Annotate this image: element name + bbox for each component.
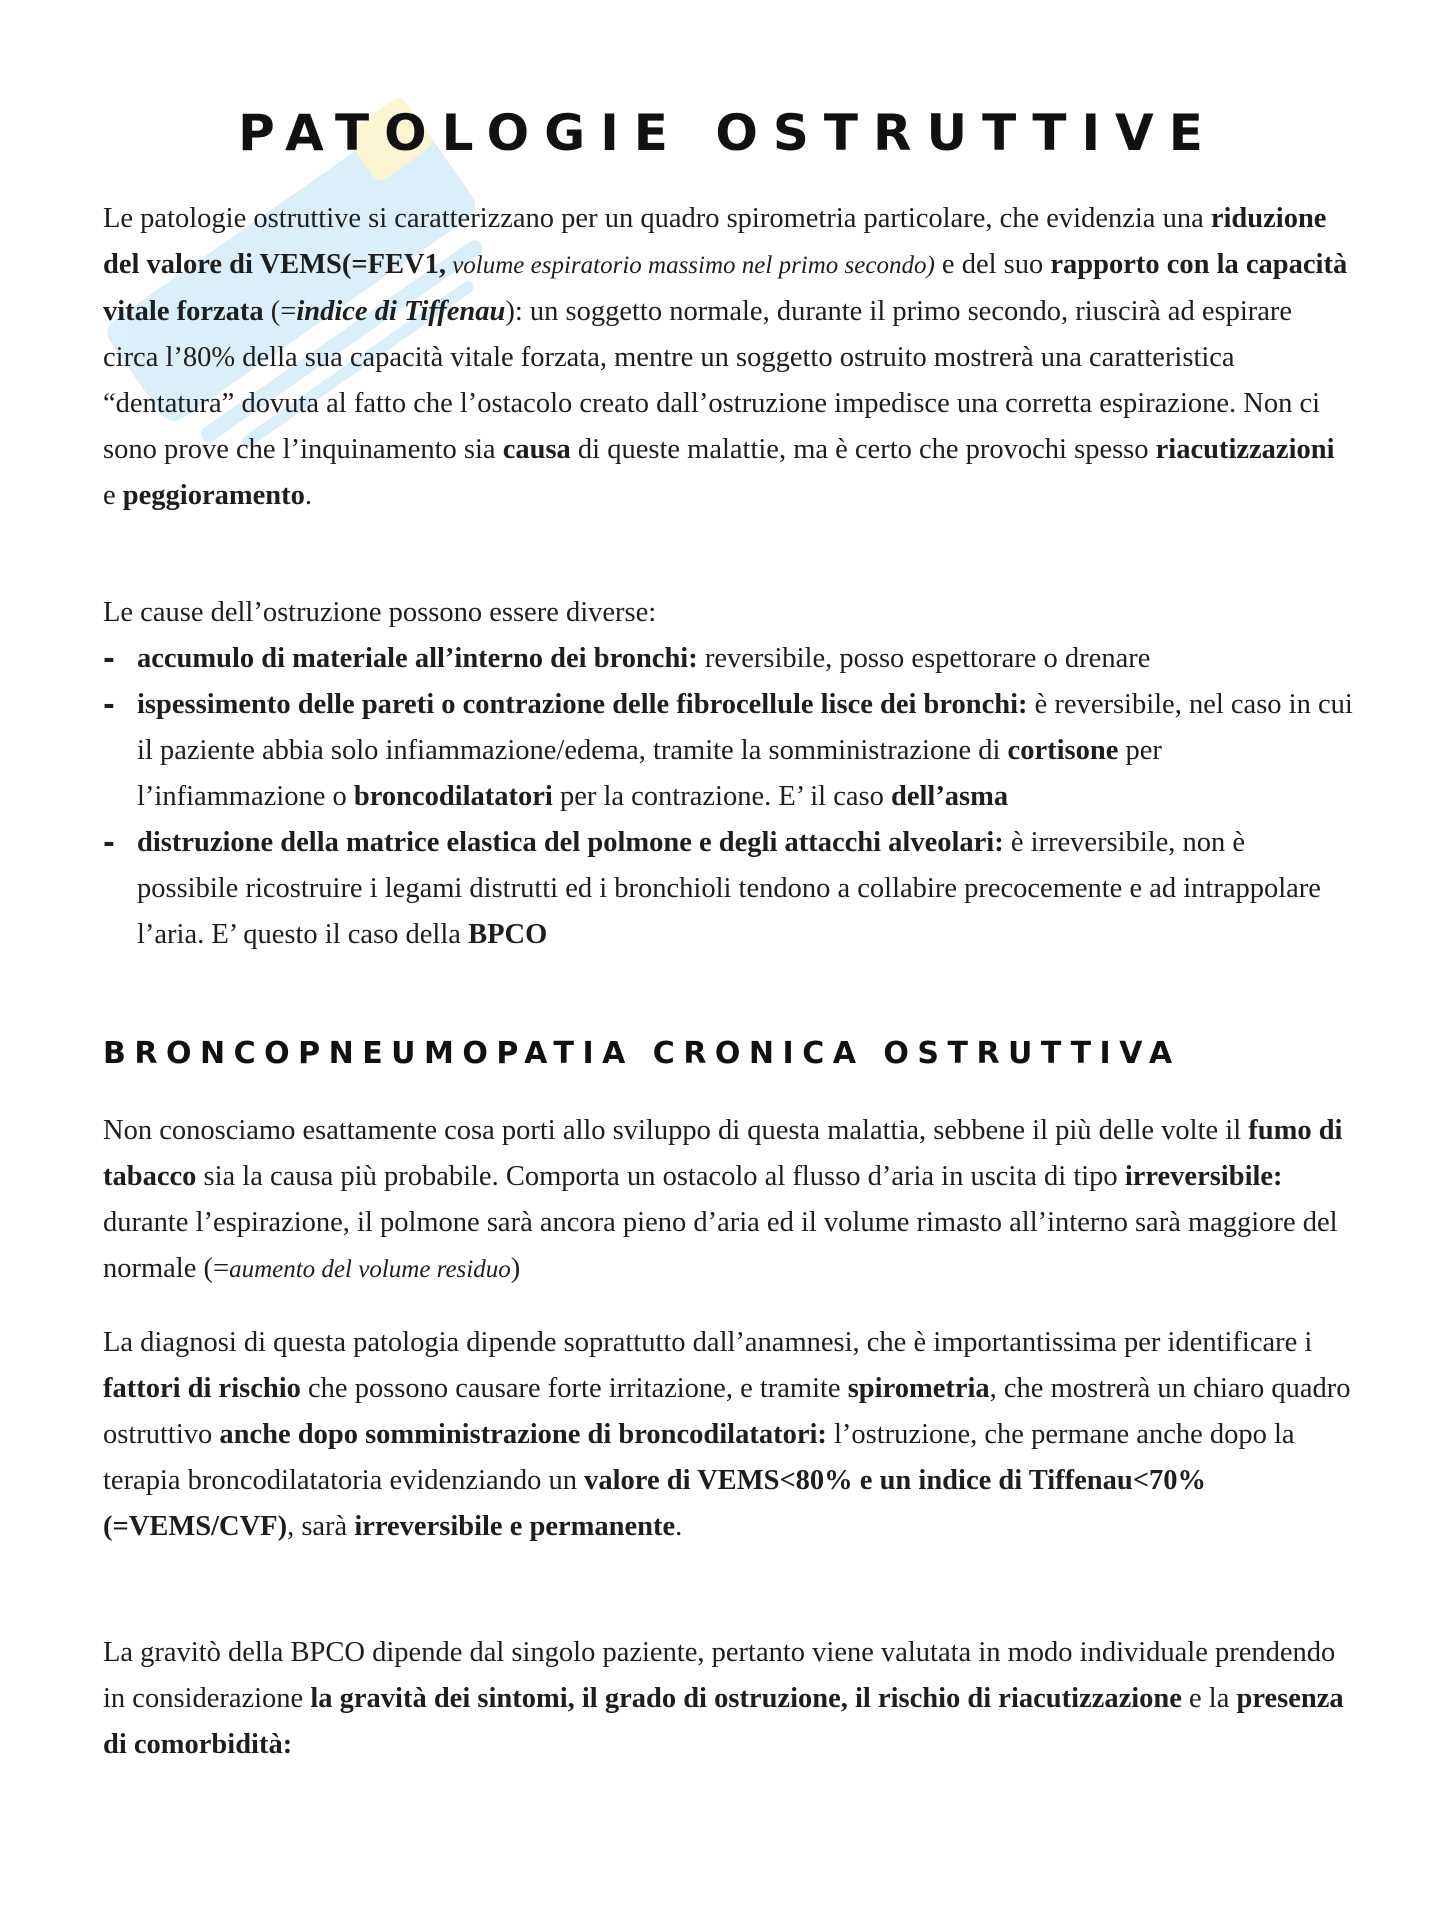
causes-list (103, 636, 1353, 958)
causes-lead: Le cause dell’ostruzione possono essere diverse: (103, 597, 657, 628)
page-title: PATOLOGIE OSTRUTTIVE (238, 104, 1218, 162)
list-item: - ispessimento delle pareti o contrazione delle fibrocellule lisce dei bronchi: è reversibile, nel caso in cui il paziente abbia solo infiammazione/edema, tramite la somministrazione di cortisone per l’infiammazione o broncodilatatori per la contrazione. E’ il caso dell’asma (103, 682, 1353, 820)
list-item: - distruzione della matrice elastica del polmone e degli attacchi alveolari: è irreversibile, non è possibile ricostruire i legami distrutti ed i bronchioli tendono a collabire precocemente e ad intrappolare l’aria. E’ questo il caso della BPCO (103, 820, 1353, 958)
dash-bullet: - (103, 642, 115, 675)
list-item: - accumulo di materiale all’interno dei bronchi: reversibile, posso espettorare o drenare (103, 636, 1353, 682)
section-heading: BRONCOPNEUMOPATIA CRONICA OSTRUTTIVA (103, 1036, 1181, 1071)
bpco-paragraph-3: La gravitò della BPCO dipende dal singolo paziente, pertanto viene valutata in modo individuale prendendo in considerazione la gravità dei sintomi, il grado di ostruzione, il rischio di riacutizzazione e la presenza di comorbidità: (103, 1637, 1344, 1760)
bpco-paragraph-2: La diagnosi di questa patologia dipende soprattutto dall’anamnesi, che è importantissima per identificare i fattori di rischio che possono causare forte irritazione, e tramite spirometria, che mostrerà un chiaro quadro ostruttivo anche dopo somministrazione di broncodilatatori: l’ostruzione, che permane anche dopo la terapia broncodilatatoria evidenziando un valore di VEMS<80% e un indice di Tiffenau<70% (=VEMS/CVF), sarà irreversibile e permanente. (103, 1327, 1351, 1542)
bpco-paragraph-1: Non conosciamo esattamente cosa porti allo sviluppo di questa malattia, sebbene il più delle volte il fumo di tabacco sia la causa più probabile. Comporta un ostacolo al flusso d’aria in uscita di tipo irreversibile: durante l’espirazione, il polmone sarà ancora pieno d’aria ed il volume rimasto all’interno sarà maggiore del normale (=aumento del volume residuo) (103, 1115, 1343, 1284)
dash-bullet: - (103, 688, 115, 721)
dash-bullet: - (103, 826, 115, 859)
intro-paragraph: Le patologie ostruttive si caratterizzano per un quadro spirometria particolare, che evidenzia una riduzione del valore di VEMS(=FEV1, volume espiratorio massimo nel primo secondo) e del suo rapporto con la capacità vitale forzata (=indice di Tiffenau): un soggetto normale, durante il primo secondo, riuscirà ad espirare circa l’80% della sua capacità vitale forzata, mentre un soggetto ostruito mostrerà una caratteristica “dentatura” dovuta al fatto che l’ostacolo creato dall’ostruzione impedisce una corretta espirazione. Non ci sono prove che l’inquinamento sia causa di queste malattie, ma è certo che provochi spesso riacutizzazioni e peggioramento. (103, 203, 1348, 511)
